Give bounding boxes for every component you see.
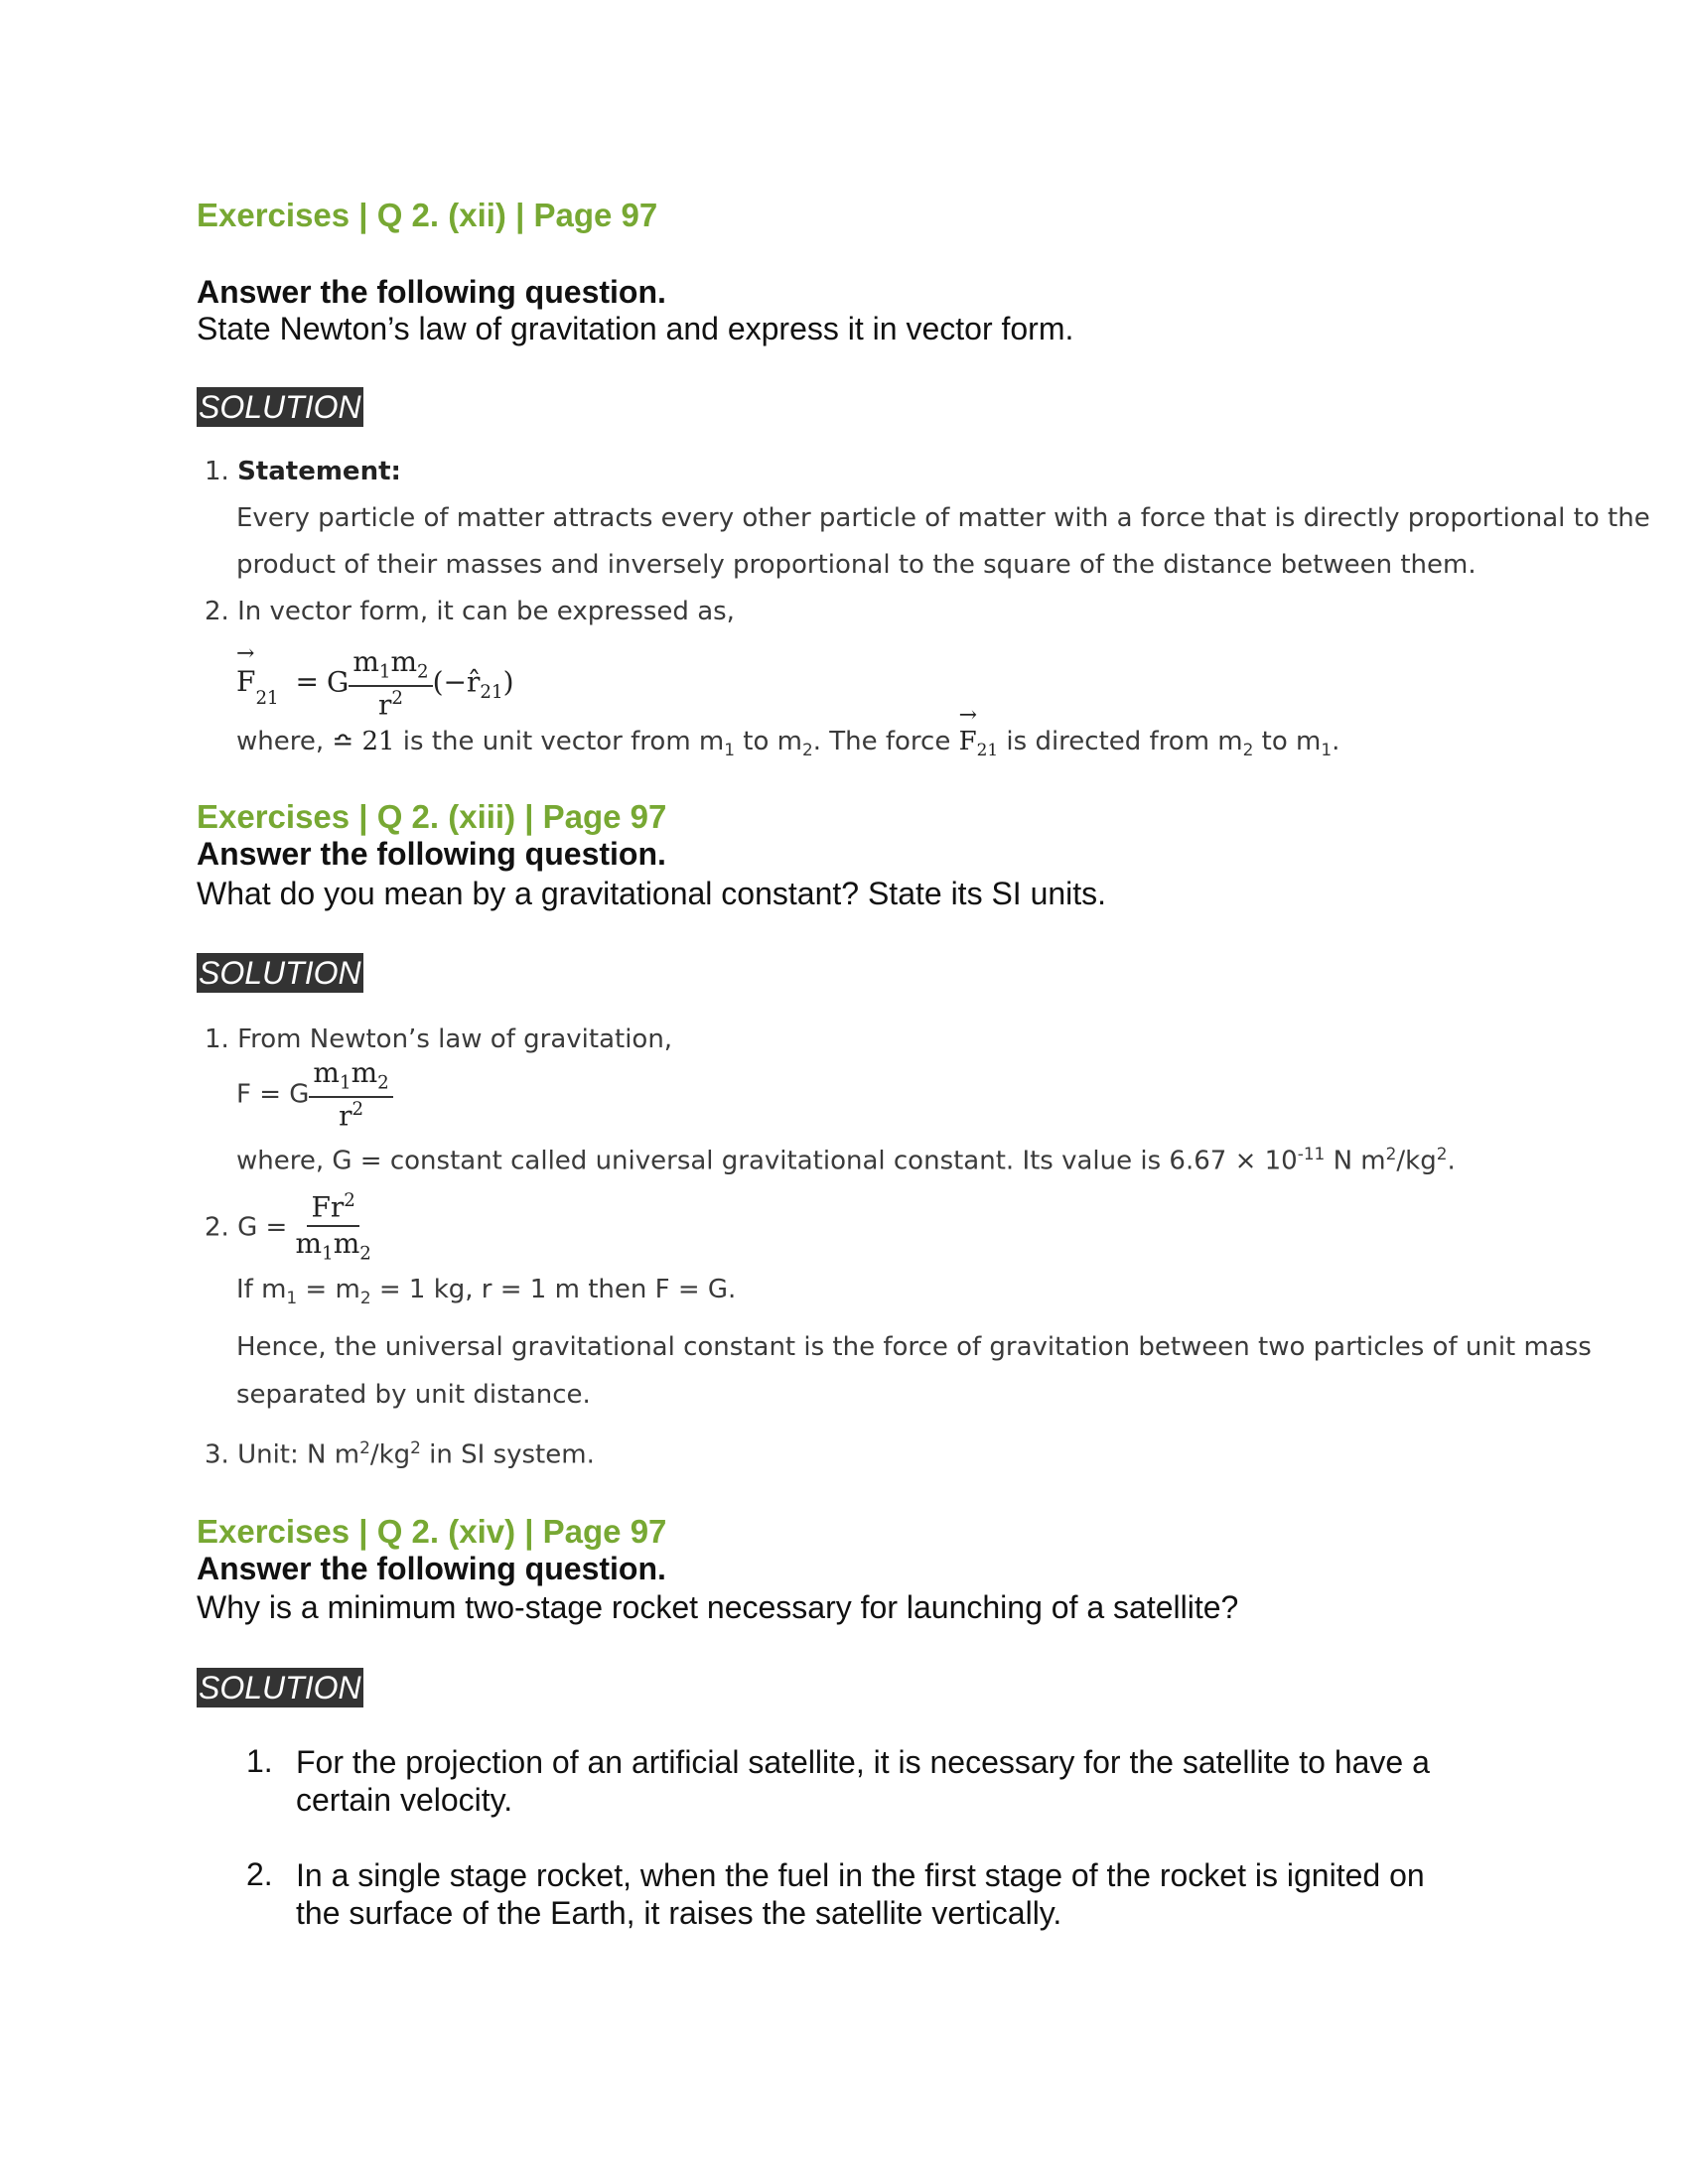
item-number: 2. [246, 1856, 273, 1892]
text: /kg [369, 1439, 411, 1470]
solution-tag: SOLUTION [199, 389, 361, 425]
item-text [296, 1856, 1425, 1932]
text: certain velocity. [296, 1782, 513, 1818]
statement-text: product of their masses and inversely proportional to the square of the distance between them. [236, 550, 1477, 580]
vector-formula: → $F_{21} = G$ $\frac{m_1m_2}{r^2}$ $(-r̂_{21})$ [236, 647, 514, 721]
text: = 1 kg, r = 1 m then F = G. [370, 1275, 737, 1304]
text: . [1447, 1146, 1456, 1176]
unit-vector-symbol: ≏ 21 [332, 727, 395, 756]
item-number: 3. [205, 1439, 229, 1470]
hence-text: Hence, the universal gravitational constant is the force of gravitation between two particles of unit mass [236, 1332, 1592, 1362]
question-prompt: Answer the following question. [197, 274, 666, 310]
text: is directed from m [998, 727, 1243, 756]
statement-label: Statement: [237, 457, 401, 486]
exercise-heading-xiii: Exercises | Q 2. (xiii) | Page 97 [197, 798, 667, 835]
exercise-heading-xii: Exercises | Q 2. (xii) | Page 97 [197, 197, 658, 233]
text: where, [236, 727, 333, 756]
solution-tag: SOLUTION [199, 1670, 361, 1706]
text: to m [734, 727, 802, 756]
text: in SI system. [420, 1439, 595, 1470]
exponent: -11 [1297, 1144, 1326, 1163]
item-number: 1. [205, 1024, 229, 1054]
formula-f: F = G $\frac{m_1m_2}{r^2}$ [236, 1058, 393, 1132]
item-number: 1. [205, 457, 229, 486]
question-prompt: Answer the following question. [197, 836, 666, 872]
condition-text: If $m_1 = m_2 = 1$ kg, r = 1 m then F = G. [236, 1275, 737, 1308]
item-number: 2. [205, 597, 229, 626]
exercise-heading-xiv: Exercises | Q 2. (xiv) | Page 97 [197, 1513, 667, 1550]
statement-text: Every particle of matter attracts every other particle of matter with a force that is directly proportional to the [236, 503, 1650, 533]
text: where, G = constant called universal gravitational constant. Its value is 6.67 × 10 [236, 1146, 1298, 1176]
question-text: Why is a minimum two-stage rocket necessary for launching of a satellite? [197, 1589, 1239, 1625]
question-prompt: Answer the following question. [197, 1551, 666, 1586]
text: If m [236, 1275, 287, 1304]
text: N m [1325, 1146, 1386, 1176]
text: In a single stage rocket, when the fuel in the first stage of the rocket is ignited on [296, 1857, 1425, 1893]
text: . [1332, 727, 1340, 756]
question-text: What do you mean by a gravitational constant? State its SI units. [197, 876, 1107, 911]
item-number: 2. [205, 1212, 229, 1243]
question-text: State Newton’s law of gravitation and express it in vector form. [197, 311, 1074, 346]
item-text [296, 1743, 1430, 1819]
list-item [205, 597, 735, 626]
text: = m [297, 1275, 360, 1304]
hence-text: separated by unit distance. [236, 1380, 591, 1410]
list-item: 3. Unit: N $m^2/kg^2$ in SI system. [205, 1437, 595, 1470]
text: the surface of the Earth, it raises the satellite vertically. [296, 1895, 1062, 1931]
text: For the projection of an artificial satellite, it is necessary for the satellite to have a [296, 1744, 1430, 1780]
text: From Newton’s law of gravitation, [237, 1024, 673, 1054]
item-number: 1. [246, 1743, 273, 1779]
list-item [205, 457, 401, 486]
vector-intro: In vector form, it can be expressed as, [237, 597, 735, 626]
text: is the unit vector from m [394, 727, 725, 756]
g-value-text: where, G = constant called universal gravitational constant. Its value is $6.67 \times 10^{-11}$ N $m^2/kg^2$. [236, 1144, 1456, 1176]
text: to m [1253, 727, 1322, 756]
text: . The force [812, 727, 959, 756]
list-item: 2. G = $\frac{Fr^2}{m_1m_2}$ [205, 1190, 371, 1265]
list-item [205, 1024, 672, 1054]
vector-explanation: where, ≏ 21 is the unit vector from $m_1$ to $m_2$. The force → $F_{21}$ is directed from $m_2$ to $m_1$. [236, 727, 1339, 759]
text: Unit: N m [237, 1439, 360, 1470]
solution-tag: SOLUTION [199, 955, 361, 991]
text: /kg [1396, 1146, 1437, 1176]
text: G = [237, 1212, 296, 1243]
